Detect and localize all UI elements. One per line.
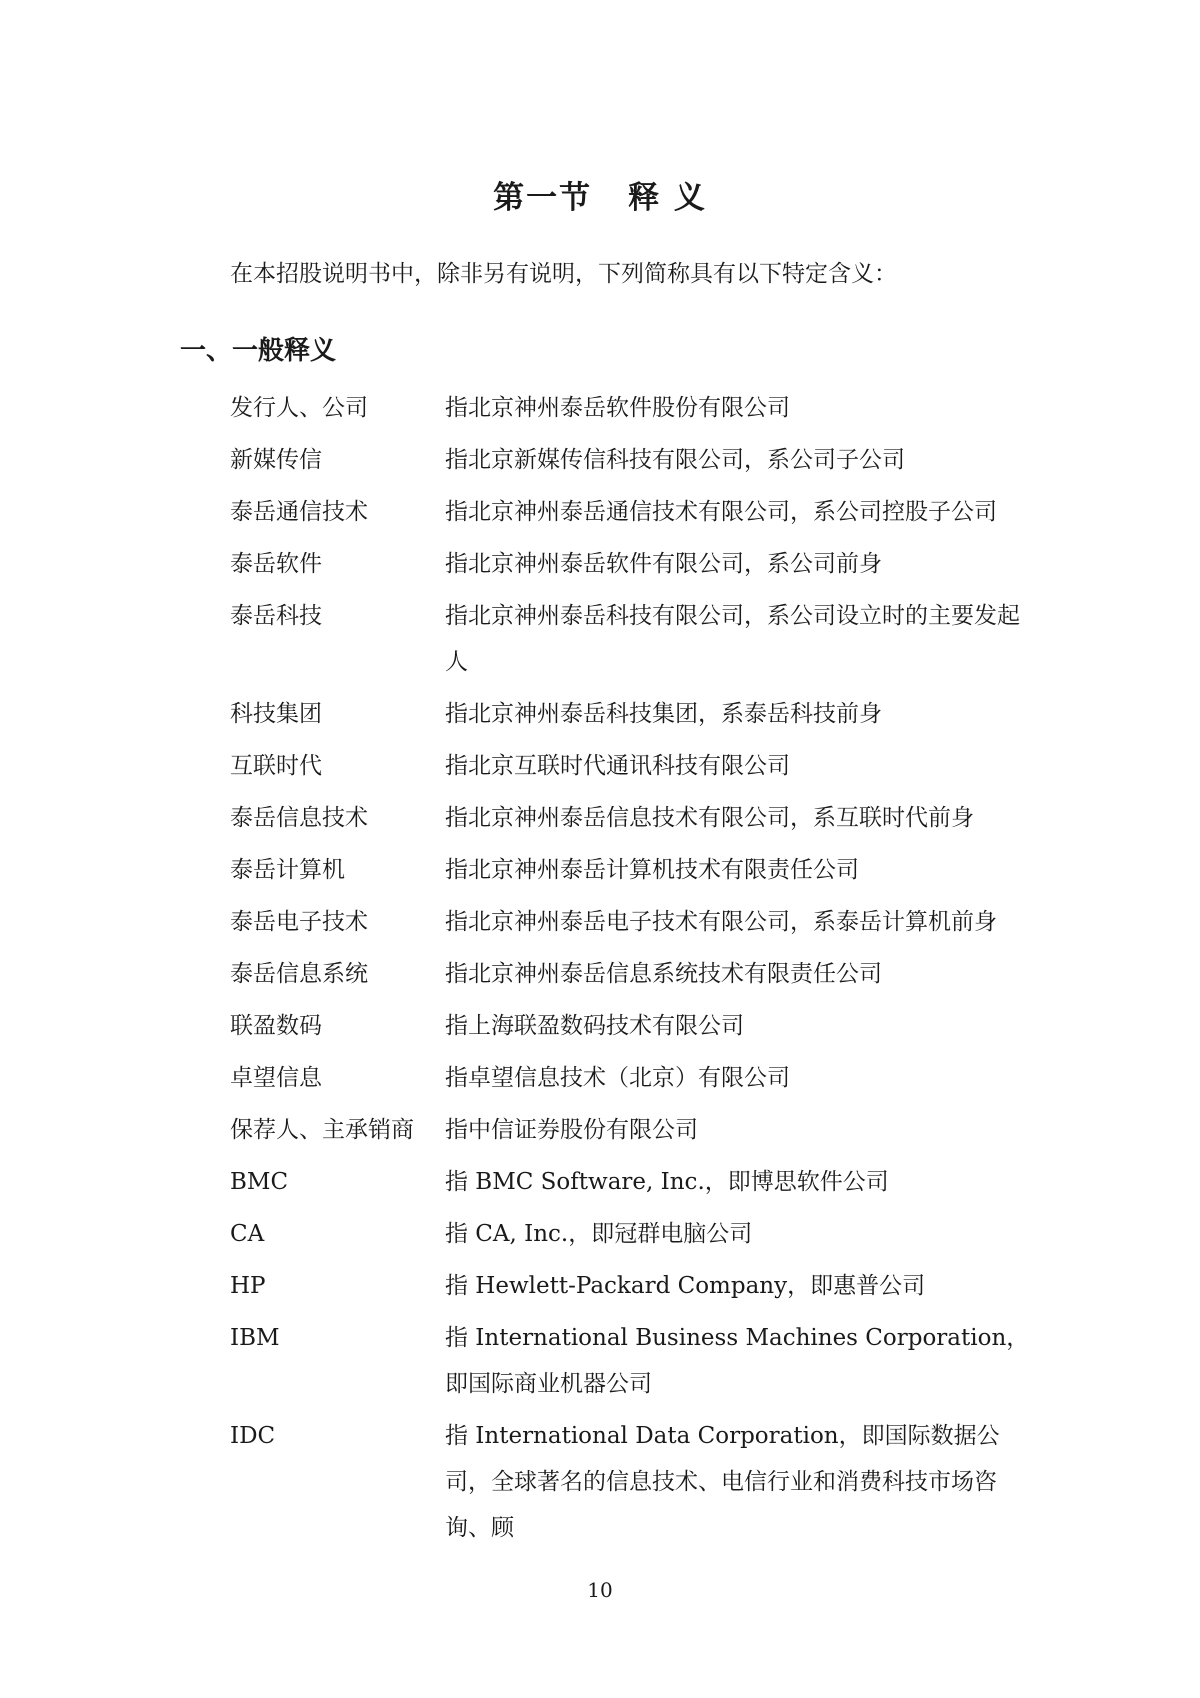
glossary-definition: 指北京神州泰岳软件有限公司，系公司前身: [445, 551, 882, 577]
glossary-term: 科技集团: [230, 701, 322, 727]
glossary-row: [230, 1159, 1030, 1205]
page-title: [0, 172, 1200, 217]
page-number: 10: [587, 1578, 613, 1602]
glossary-definition: 指北京神州泰岳科技有限公司，系公司设立时的主要发起人: [445, 603, 1020, 675]
glossary-term: 保荐人、主承销商: [230, 1117, 414, 1143]
glossary-row: [230, 951, 1030, 997]
glossary-term: 泰岳信息技术: [230, 805, 368, 831]
glossary-row: [230, 899, 1030, 945]
glossary-term: 互联时代: [230, 753, 322, 779]
glossary-term: 联盈数码: [230, 1013, 322, 1039]
page-title-section: 第一节: [493, 180, 593, 216]
glossary-term: 泰岳信息系统: [230, 961, 368, 987]
glossary-row: [230, 1003, 1030, 1049]
glossary-term: HP: [230, 1273, 266, 1299]
glossary-term: 泰岳软件: [230, 551, 322, 577]
glossary-definition: 指北京神州泰岳软件股份有限公司: [445, 395, 790, 421]
glossary-row: [230, 1211, 1030, 1257]
glossary-term: 泰岳通信技术: [230, 499, 368, 525]
glossary-row: [230, 1413, 1030, 1551]
glossary-term: 泰岳计算机: [230, 857, 345, 883]
glossary-term: IDC: [230, 1423, 276, 1449]
section-heading: 一、一般释义: [180, 336, 337, 366]
glossary-definition: 指北京神州泰岳科技集团，系泰岳科技前身: [445, 701, 882, 727]
glossary-row: [230, 541, 1030, 587]
glossary-definition: 指北京互联时代通讯科技有限公司: [445, 753, 790, 779]
glossary-definition: 指北京神州泰岳信息技术有限公司，系互联时代前身: [445, 805, 974, 831]
glossary-term: BMC: [230, 1169, 289, 1195]
glossary-term: 发行人、公司: [230, 395, 368, 421]
glossary-definition: 指上海联盈数码技术有限公司: [445, 1013, 744, 1039]
glossary-definition: 指北京神州泰岳信息系统技术有限责任公司: [445, 961, 882, 987]
glossary-term: IBM: [230, 1325, 280, 1351]
glossary-row: [230, 847, 1030, 893]
page-title-text: 释 义: [628, 180, 707, 216]
glossary-definition: 指 Hewlett-Packard Company，即惠普公司: [445, 1273, 926, 1299]
glossary-list: [230, 385, 1030, 1557]
glossary-definition: 指卓望信息技术（北京）有限公司: [445, 1065, 790, 1091]
glossary-definition: 指中信证券股份有限公司: [445, 1117, 698, 1143]
glossary-term: CA: [230, 1221, 265, 1247]
glossary-term: 泰岳电子技术: [230, 909, 368, 935]
glossary-definition: 指 International Data Corporation，即国际数据公司，全球著名的信息技术、电信行业和消费科技市场咨询、顾: [445, 1423, 1000, 1541]
glossary-row: [230, 385, 1030, 431]
glossary-definition: 指 International Business Machines Corporation，即国际商业机器公司: [445, 1325, 1030, 1397]
glossary-row: [230, 489, 1030, 535]
glossary-term: 新媒传信: [230, 447, 322, 473]
glossary-definition: 指 CA, Inc.，即冠群电脑公司: [445, 1221, 753, 1247]
glossary-definition: 指北京神州泰岳计算机技术有限责任公司: [445, 857, 859, 883]
glossary-row: [230, 1263, 1030, 1309]
glossary-row: [230, 593, 1030, 685]
glossary-row: [230, 1055, 1030, 1101]
glossary-term: 泰岳科技: [230, 603, 322, 629]
glossary-definition: 指北京神州泰岳通信技术有限公司，系公司控股子公司: [445, 499, 997, 525]
glossary-definition: 指北京神州泰岳电子技术有限公司，系泰岳计算机前身: [445, 909, 997, 935]
glossary-row: [230, 437, 1030, 483]
glossary-row: [230, 795, 1030, 841]
glossary-row: [230, 691, 1030, 737]
glossary-row: [230, 1315, 1030, 1407]
glossary-definition: 指 BMC Software, Inc.，即博思软件公司: [445, 1169, 889, 1195]
glossary-row: [230, 1107, 1030, 1153]
glossary-term: 卓望信息: [230, 1065, 322, 1091]
intro-paragraph: 在本招股说明书中，除非另有说明，下列简称具有以下特定含义：: [230, 261, 897, 287]
glossary-row: [230, 743, 1030, 789]
glossary-definition: 指北京新媒传信科技有限公司，系公司子公司: [445, 447, 905, 473]
